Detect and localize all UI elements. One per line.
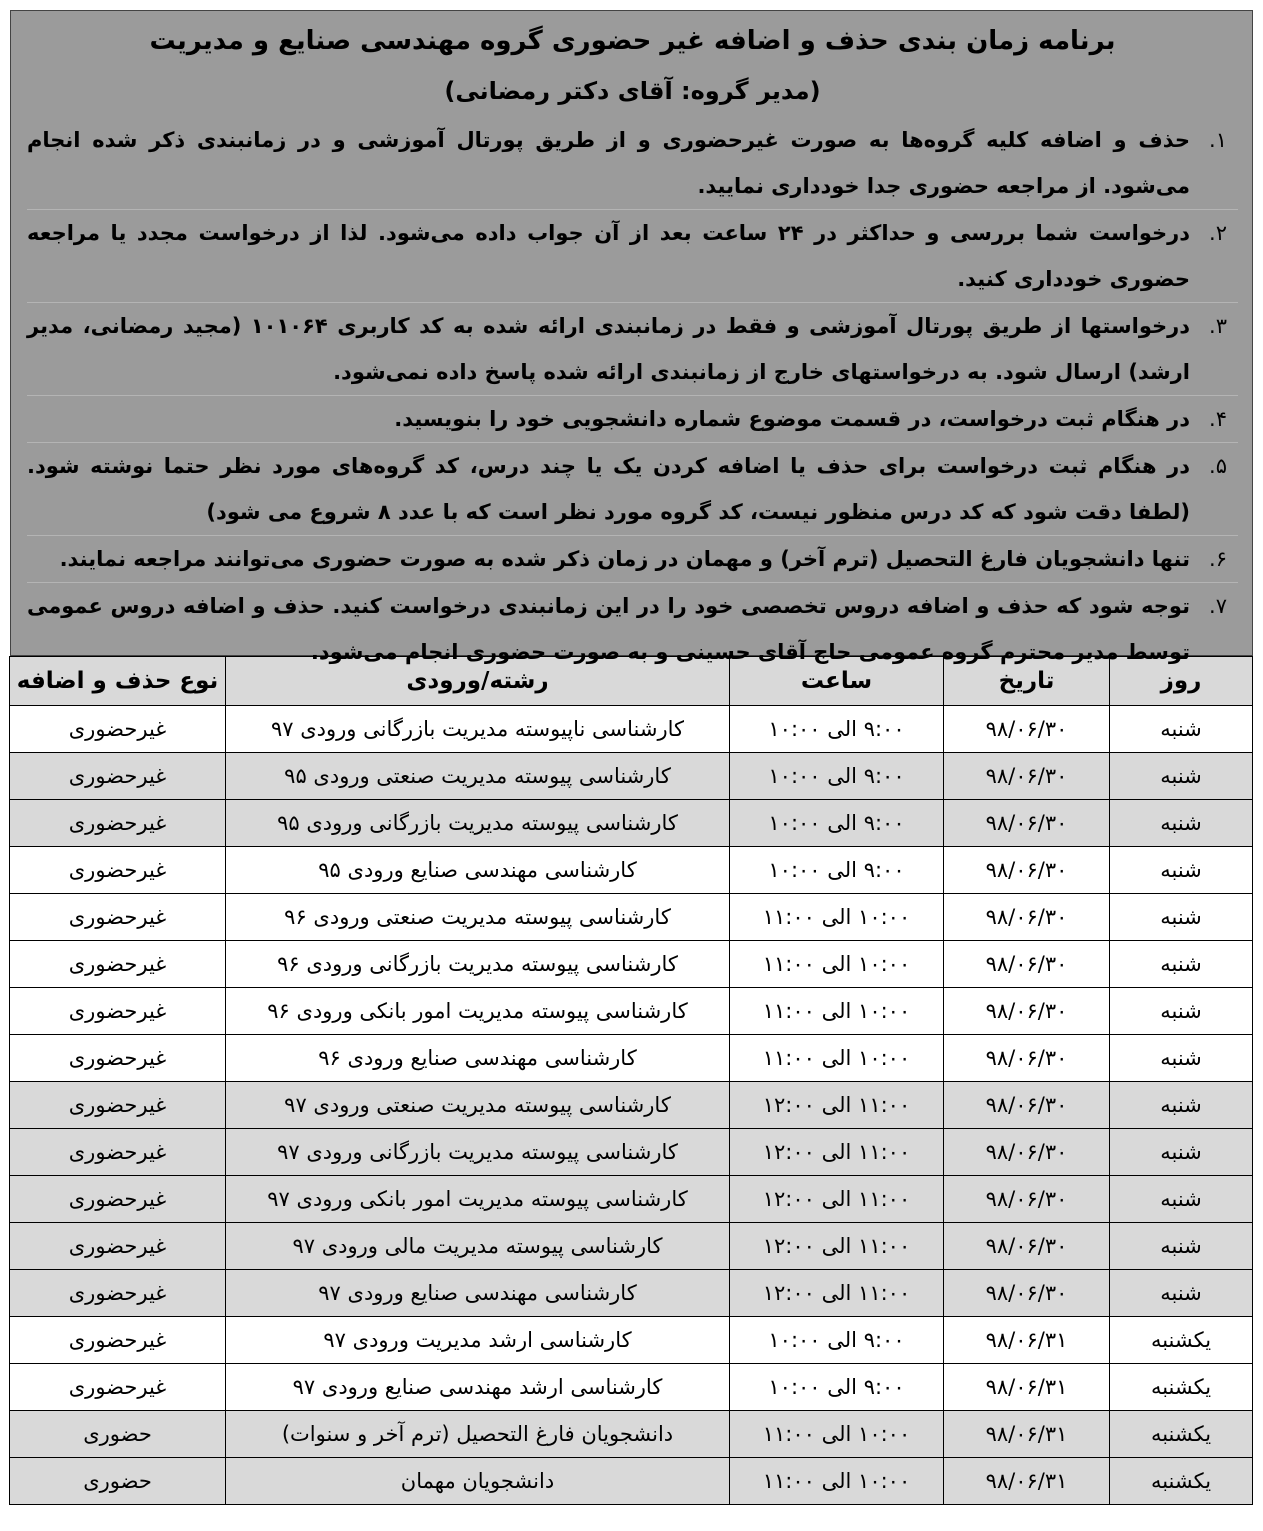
cell-type: غیرحضوری: [10, 1364, 226, 1411]
instruction-text: حذف و اضافه کلیه گروه‌ها به صورت غیرحضوری و از طریق پورتال آموزشی و در زمانبندی ذکر شده انجام می‌شود. از مراجعه حضوری جدا خودداری نمایید.: [27, 128, 1190, 198]
table-row: [10, 1270, 1253, 1317]
cell-type: حضوری: [10, 1411, 226, 1458]
table-body: [10, 706, 1253, 1505]
cell-time: ۱۰:۰۰ الی ۱۱:۰۰: [730, 941, 944, 988]
instruction-item: [27, 443, 1238, 536]
cell-field: کارشناسی ارشد مهندسی صنایع ورودی ۹۷: [226, 1364, 730, 1411]
cell-time: ۹:۰۰ الی ۱۰:۰۰: [730, 706, 944, 753]
header-time: ساعت: [730, 657, 944, 706]
table-row: [10, 800, 1253, 847]
header-day: روز: [1110, 657, 1253, 706]
cell-day: شنبه: [1110, 1129, 1253, 1176]
cell-date: ۹۸/۰۶/۳۱: [944, 1411, 1110, 1458]
header-date: تاریخ: [944, 657, 1110, 706]
cell-day: شنبه: [1110, 941, 1253, 988]
cell-date: ۹۸/۰۶/۳۰: [944, 988, 1110, 1035]
table-row: [10, 706, 1253, 753]
cell-date: ۹۸/۰۶/۳۰: [944, 941, 1110, 988]
table-row: [10, 1364, 1253, 1411]
cell-day: یکشنبه: [1110, 1411, 1253, 1458]
notice-box: [10, 10, 1253, 664]
cell-field: کارشناسی پیوسته مدیریت مالی ورودی ۹۷: [226, 1223, 730, 1270]
schedule-document: [10, 10, 1253, 1505]
cell-type: غیرحضوری: [10, 847, 226, 894]
table-row: [10, 847, 1253, 894]
table-row: [10, 941, 1253, 988]
cell-type: غیرحضوری: [10, 894, 226, 941]
cell-date: ۹۸/۰۶/۳۱: [944, 1317, 1110, 1364]
instruction-item: [27, 303, 1238, 396]
cell-field: کارشناسی ارشد مدیریت ورودی ۹۷: [226, 1317, 730, 1364]
cell-date: ۹۸/۰۶/۳۰: [944, 1082, 1110, 1129]
cell-day: شنبه: [1110, 1082, 1253, 1129]
cell-time: ۱۰:۰۰ الی ۱۱:۰۰: [730, 988, 944, 1035]
cell-date: ۹۸/۰۶/۳۰: [944, 800, 1110, 847]
instruction-item: [27, 210, 1238, 303]
cell-field: کارشناسی پیوسته مدیریت امور بانکی ورودی ۹۷: [226, 1176, 730, 1223]
cell-type: غیرحضوری: [10, 1129, 226, 1176]
cell-time: ۱۱:۰۰ الی ۱۲:۰۰: [730, 1176, 944, 1223]
cell-field: کارشناسی پیوسته مدیریت امور بانکی ورودی ۹۶: [226, 988, 730, 1035]
instruction-text: درخواستها از طریق پورتال آموزشی و فقط در زمانبندی ارائه شده به کد کاربری ۱۰۱۰۶۴ (مجید رمضانی، مدیر ارشد) ارسال شود. به درخواستهای خارج از زمانبندی ارائه شده پاسخ داده نمی‌شود.: [27, 314, 1190, 384]
cell-time: ۱۰:۰۰ الی ۱۱:۰۰: [730, 1035, 944, 1082]
cell-day: شنبه: [1110, 894, 1253, 941]
cell-day: یکشنبه: [1110, 1458, 1253, 1505]
cell-field: کارشناسی پیوسته مدیریت صنعتی ورودی ۹۶: [226, 894, 730, 941]
cell-type: غیرحضوری: [10, 1270, 226, 1317]
cell-date: ۹۸/۰۶/۳۰: [944, 894, 1110, 941]
cell-field: کارشناسی پیوسته مدیریت بازرگانی ورودی ۹۵: [226, 800, 730, 847]
instruction-number: ۱.: [1209, 128, 1227, 152]
table-row: [10, 894, 1253, 941]
cell-time: ۹:۰۰ الی ۱۰:۰۰: [730, 1364, 944, 1411]
cell-field: دانشجویان فارغ التحصیل (ترم آخر و سنوات): [226, 1411, 730, 1458]
cell-type: غیرحضوری: [10, 1223, 226, 1270]
cell-type: غیرحضوری: [10, 988, 226, 1035]
header-field: رشته/ورودی: [226, 657, 730, 706]
instruction-number: ۶.: [1209, 547, 1227, 571]
table-row: [10, 1317, 1253, 1364]
cell-date: ۹۸/۰۶/۳۰: [944, 1035, 1110, 1082]
cell-time: ۹:۰۰ الی ۱۰:۰۰: [730, 800, 944, 847]
table-row: [10, 1129, 1253, 1176]
cell-time: ۱۰:۰۰ الی ۱۱:۰۰: [730, 1411, 944, 1458]
instruction-text: در هنگام ثبت درخواست برای حذف یا اضافه کردن یک یا چند درس، کد گروه‌های مورد نظر حتما نوشته شود. (لطفا دقت شود که کد درس منظور نیست، کد گروه مورد نظر است که با عدد ۸ شروع می شود): [27, 454, 1190, 524]
cell-time: ۱۱:۰۰ الی ۱۲:۰۰: [730, 1270, 944, 1317]
cell-field: کارشناسی پیوسته مدیریت بازرگانی ورودی ۹۶: [226, 941, 730, 988]
cell-time: ۱۱:۰۰ الی ۱۲:۰۰: [730, 1223, 944, 1270]
cell-type: غیرحضوری: [10, 1082, 226, 1129]
cell-field: کارشناسی پیوسته مدیریت بازرگانی ورودی ۹۷: [226, 1129, 730, 1176]
instruction-number: ۵.: [1209, 454, 1227, 478]
cell-type: غیرحضوری: [10, 800, 226, 847]
cell-day: شنبه: [1110, 847, 1253, 894]
cell-date: ۹۸/۰۶/۳۱: [944, 1458, 1110, 1505]
cell-field: کارشناسی مهندسی صنایع ورودی ۹۶: [226, 1035, 730, 1082]
cell-date: ۹۸/۰۶/۳۰: [944, 1129, 1110, 1176]
cell-field: کارشناسی پیوسته مدیریت صنعتی ورودی ۹۵: [226, 753, 730, 800]
cell-day: شنبه: [1110, 1035, 1253, 1082]
instruction-text: در هنگام ثبت درخواست، در قسمت موضوع شماره دانشجویی خود را بنویسید.: [394, 407, 1190, 431]
cell-date: ۹۸/۰۶/۳۰: [944, 706, 1110, 753]
cell-time: ۱۰:۰۰ الی ۱۱:۰۰: [730, 1458, 944, 1505]
cell-type: غیرحضوری: [10, 1317, 226, 1364]
cell-time: ۱۱:۰۰ الی ۱۲:۰۰: [730, 1082, 944, 1129]
instruction-item: [27, 536, 1238, 583]
instruction-item: [27, 583, 1238, 675]
cell-type: غیرحضوری: [10, 706, 226, 753]
instruction-number: ۲.: [1209, 221, 1227, 245]
document-title: برنامه زمان بندی حذف و اضافه غیر حضوری گروه مهندسی صنایع و مدیریت: [149, 26, 1116, 56]
cell-day: شنبه: [1110, 753, 1253, 800]
instruction-number: ۳.: [1209, 314, 1227, 338]
cell-time: ۱۰:۰۰ الی ۱۱:۰۰: [730, 894, 944, 941]
cell-date: ۹۸/۰۶/۳۰: [944, 1223, 1110, 1270]
table-row: [10, 1176, 1253, 1223]
instruction-item: [27, 396, 1238, 443]
cell-day: شنبه: [1110, 706, 1253, 753]
cell-time: ۹:۰۰ الی ۱۰:۰۰: [730, 1317, 944, 1364]
cell-type: غیرحضوری: [10, 1176, 226, 1223]
table-row: [10, 988, 1253, 1035]
cell-field: کارشناسی ناپیوسته مدیریت بازرگانی ورودی ۹۷: [226, 706, 730, 753]
table-row: [10, 1411, 1253, 1458]
cell-day: شنبه: [1110, 1270, 1253, 1317]
cell-field: کارشناسی مهندسی صنایع ورودی ۹۵: [226, 847, 730, 894]
table-row: [10, 753, 1253, 800]
cell-day: شنبه: [1110, 988, 1253, 1035]
cell-day: شنبه: [1110, 1223, 1253, 1270]
cell-day: یکشنبه: [1110, 1317, 1253, 1364]
schedule-table: [9, 656, 1253, 1505]
cell-field: دانشجویان مهمان: [226, 1458, 730, 1505]
table-row: [10, 1082, 1253, 1129]
table-row: [10, 1035, 1253, 1082]
document-subtitle: (مدیر گروه: آقای دکتر رمضانی): [444, 77, 821, 105]
cell-date: ۹۸/۰۶/۳۰: [944, 1176, 1110, 1223]
instruction-text: تنها دانشجویان فارغ التحصیل (ترم آخر) و مهمان در زمان ذکر شده به صورت حضوری می‌توانند مراجعه نمایند.: [59, 547, 1190, 571]
cell-date: ۹۸/۰۶/۳۰: [944, 847, 1110, 894]
cell-field: کارشناسی مهندسی صنایع ورودی ۹۷: [226, 1270, 730, 1317]
cell-type: غیرحضوری: [10, 753, 226, 800]
header-type: نوع حذف و اضافه: [10, 657, 226, 706]
instruction-number: ۷.: [1209, 594, 1227, 618]
instruction-text: توجه شود که حذف و اضافه دروس تخصصی خود را در این زمانبندی درخواست کنید. حذف و اضافه دروس عمومی توسط مدیر محترم گروه عمومی حاج آقای حسینی و به صورت حضوری انجام می‌شود.: [27, 594, 1190, 664]
table-row: [10, 1223, 1253, 1270]
cell-type: غیرحضوری: [10, 941, 226, 988]
cell-date: ۹۸/۰۶/۳۰: [944, 753, 1110, 800]
cell-day: شنبه: [1110, 800, 1253, 847]
instruction-number: ۴.: [1209, 407, 1227, 431]
cell-time: ۹:۰۰ الی ۱۰:۰۰: [730, 753, 944, 800]
cell-day: شنبه: [1110, 1176, 1253, 1223]
cell-time: ۹:۰۰ الی ۱۰:۰۰: [730, 847, 944, 894]
cell-day: یکشنبه: [1110, 1364, 1253, 1411]
cell-type: حضوری: [10, 1458, 226, 1505]
instruction-text: درخواست شما بررسی و حداکثر در ۲۴ ساعت بعد از آن جواب داده می‌شود. لذا از درخواست مجدد یا مراجعه حضوری خودداری کنید.: [27, 221, 1190, 291]
cell-type: غیرحضوری: [10, 1035, 226, 1082]
instruction-list: [27, 117, 1238, 675]
cell-time: ۱۱:۰۰ الی ۱۲:۰۰: [730, 1129, 944, 1176]
table-row: [10, 1458, 1253, 1505]
cell-field: کارشناسی پیوسته مدیریت صنعتی ورودی ۹۷: [226, 1082, 730, 1129]
cell-date: ۹۸/۰۶/۳۰: [944, 1270, 1110, 1317]
cell-date: ۹۸/۰۶/۳۱: [944, 1364, 1110, 1411]
instruction-item: [27, 117, 1238, 210]
